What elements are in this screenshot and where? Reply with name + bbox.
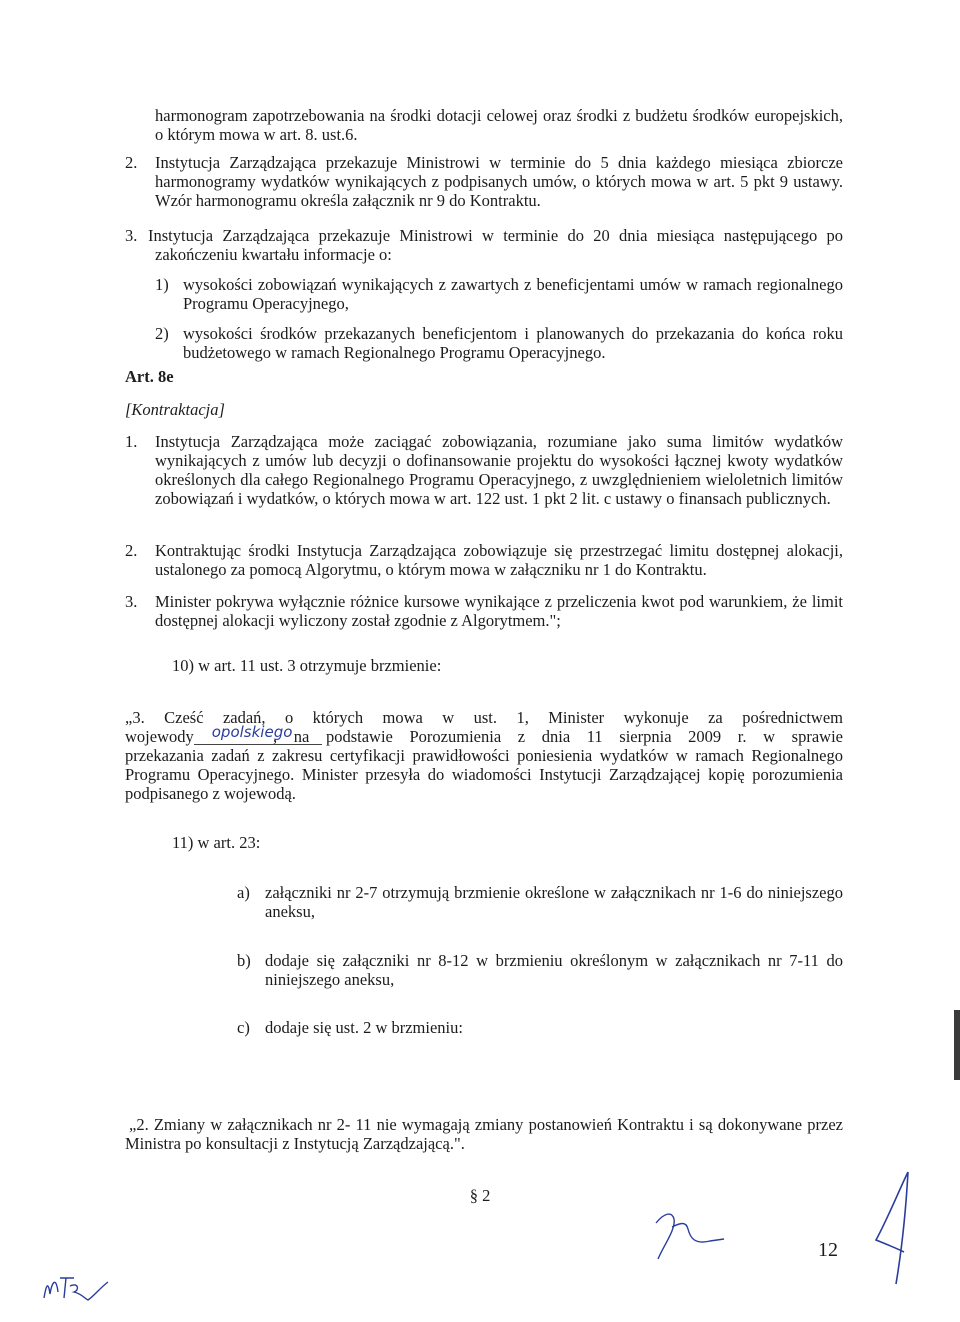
quote-3-line-2-tail: , na podstawie Porozumienia z dnia 11 sierpnia 2009 r. w sprawie <box>273 727 843 746</box>
quote-2-text: „2. Zmiany w załącznikach nr 2- 11 nie wymagają zmiany postanowień Kontraktu i są dokonywane przez Ministra po konsultacji z Instytucją Zarządzającą.". <box>125 1115 843 1153</box>
art-item-2-number: 2. <box>125 541 138 560</box>
sub-2-text: wysokości środków przekazanych beneficjentom i planowanych do przekazania do końca roku budżetowego w ramach Regionalnego Programu Operacyjnego. <box>183 324 843 362</box>
item-2-number: 2. <box>125 153 138 172</box>
item-c-text: dodaje się ust. 2 w brzmieniu: <box>265 1018 463 1037</box>
sub-2-number: 2) <box>155 324 169 343</box>
point-11: 11) w art. 23: <box>172 833 261 852</box>
item-3-number: 3. <box>125 226 138 245</box>
item-b-letter: b) <box>237 951 251 970</box>
quote-3-line-1: „3. Cześć zadań, o których mowa w ust. 1, Minister wykonuje za pośrednictwem <box>125 708 843 727</box>
point-10: 10) w art. 11 ust. 3 otrzymuje brzmienie: <box>172 656 442 675</box>
scan-edge-mark <box>954 1010 960 1080</box>
article-subtitle: [Kontraktacja] <box>125 400 225 419</box>
art-item-1-text: Instytucja Zarządzająca może zaciągać zobowiązania, rozumiane jako suma limitów wydatków wynikających z umów lub decyzji o dofinansowanie projektu do wysokości łącznej kwoty wydatków określonych dla całego Regionalnego Programu Operacyjnego, z uwzględnieniem wieloletnich limitów zobowiązań i wydatków, o których mowa w art. 122 ust. 1 pkt 2 lit. c ustawy o finansach publicznych. <box>155 432 843 508</box>
item-c-letter: c) <box>237 1018 250 1037</box>
signature-initials-right <box>868 1168 918 1288</box>
sub-1-number: 1) <box>155 275 169 294</box>
art-item-3-number: 3. <box>125 592 138 611</box>
item-b-text: dodaje się załączniki nr 8-12 w brzmieniu określonym w załącznikach nr 7-11 do niniejszego aneksu, <box>265 951 843 989</box>
handwritten-voivodeship: opolskiego <box>211 723 293 741</box>
page-number: 12 <box>818 1239 838 1261</box>
quote-3-wojewody: wojewody <box>125 727 194 746</box>
art-item-3-text: Minister pokrywa wyłącznie różnice kursowe wynikające z przeliczenia kwot pod warunkiem, że limit dostępnej alokacji wyliczony został zgodnie z Algorytmem."; <box>155 592 843 630</box>
article-heading: Art. 8e <box>125 367 174 386</box>
quote-3-line-2 <box>125 723 843 746</box>
art-item-2-text: Kontraktując środki Instytucja Zarządzająca zobowiązuje się przestrzegać limitu dostępnej alokacji, ustalonego za pomocą Algorytmu, o którym mowa w załączniku nr 1 do Kontraktu. <box>155 541 843 579</box>
item-2-text: Instytucja Zarządzająca przekazuje Ministrowi w terminie do 5 dnia każdego miesiąca zbiorcze harmonogramy wydatków wynikających z podpisanych umów, o których mowa w art. 5 pkt 9 ustawy. Wzór harmonogramu określa załącznik nr 9 do Kontraktu. <box>155 153 843 210</box>
continuation-text: harmonogram zapotrzebowania na środki dotacji celowej oraz środki z budżetu środków europejskich, o którym mowa w art. 8. ust.6. <box>155 106 843 144</box>
quote-3-rest: przekazania zadań z zakresu certyfikacji prawidłowości poniesienia wydatków w ramach Regionalnego Programu Operacyjnego. Minister przesyła do wiadomości Instytucji Zarządzającej kopię porozumienia podpisanego z wojewodą. <box>125 746 843 803</box>
art-item-1-number: 1. <box>125 432 138 451</box>
signature-initials-bottom-left <box>40 1268 130 1308</box>
signature-initials-center <box>650 1205 740 1265</box>
item-3-text: Instytucja Zarządzająca przekazuje Ministrowi w terminie do 20 dnia miesiąca następującego po zakończeniu kwartału informacje o: <box>148 226 843 264</box>
item-a-letter: a) <box>237 883 250 902</box>
item-a-text: załączniki nr 2-7 otrzymują brzmienie określone w załącznikach nr 1-6 do niniejszego aneksu, <box>265 883 843 921</box>
sub-1-text: wysokości zobowiązań wynikających z zawartych z beneficjentami umów w ramach regionalnego Programu Operacyjnego, <box>183 275 843 313</box>
section-mark: § 2 <box>469 1186 491 1205</box>
